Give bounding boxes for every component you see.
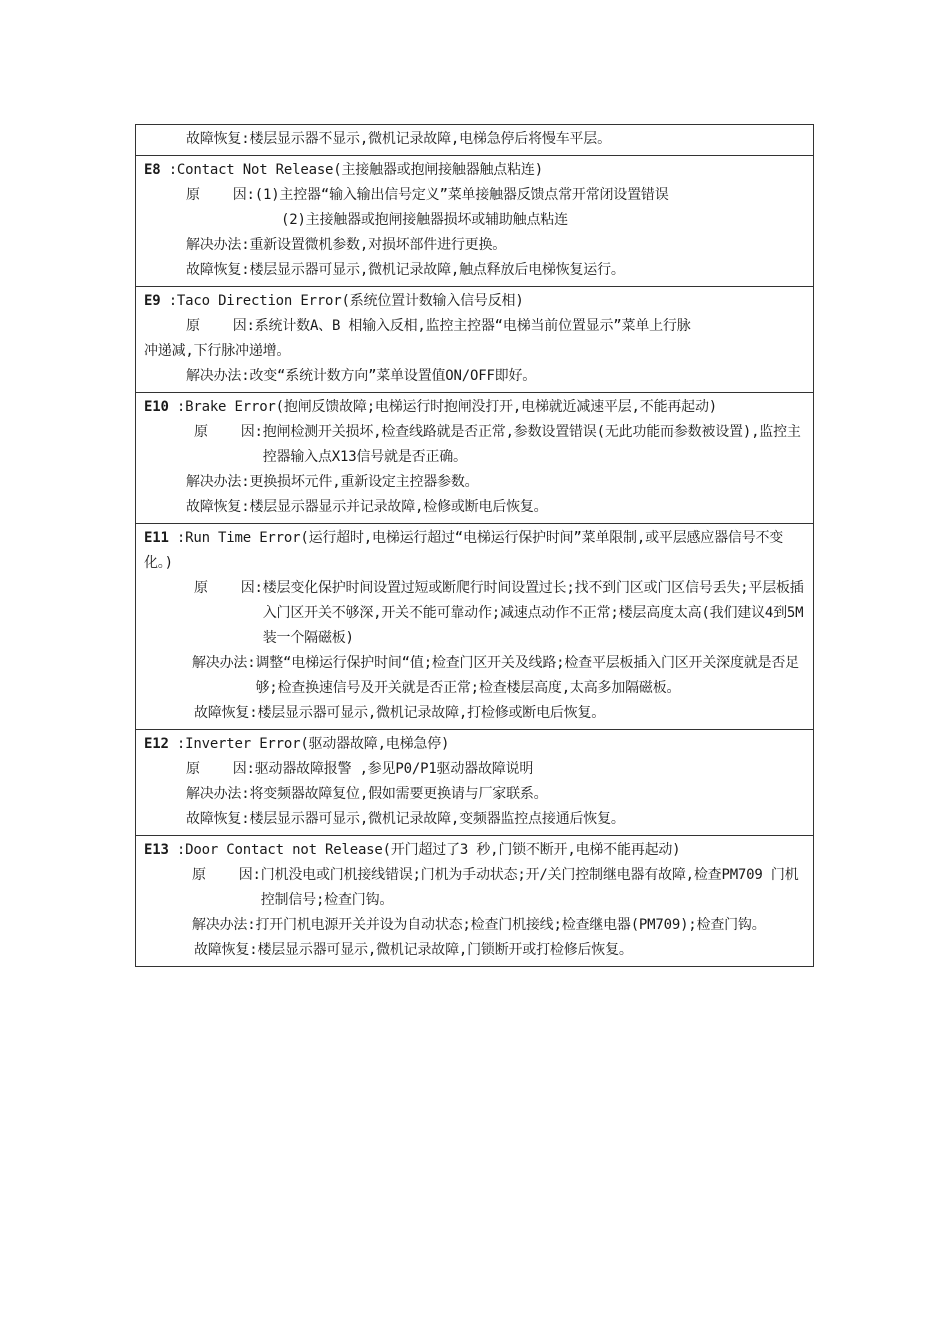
solution-text: 打开门机电源开关并设为自动状态;检查门机接线;检查继电器(PM709);检查门钩。	[255, 917, 766, 933]
cause-label: 原 因:	[192, 867, 261, 883]
solution-label: 解决办法:	[192, 655, 256, 671]
e12-recovery	[144, 807, 805, 832]
solution-text: 改变“系统计数方向”菜单设置值ON/OFF即好。	[249, 368, 537, 384]
recovery-line	[144, 127, 805, 152]
recovery-label: 故障恢复:	[194, 705, 258, 721]
solution-text: 调整“电梯运行保护时间“值;检查门区开关及线路;检查平层板插入门区开关深度就是否足够;检查换速信号及开关就是否正常;检查楼层高度,太高多加隔磁板。	[255, 655, 799, 696]
recovery-label: 故障恢复:	[186, 262, 250, 278]
recovery-text: 楼层显示器可显示,微机记录故障,打检修或断电后恢复。	[257, 705, 606, 721]
e8-cause-2	[144, 208, 805, 233]
fault-table	[135, 124, 814, 967]
e11-header	[144, 526, 805, 576]
e13-recovery	[144, 938, 805, 963]
e12-cause	[144, 757, 805, 782]
recovery-text: 楼层显示器可显示,微机记录故障,触点释放后电梯恢复运行。	[249, 262, 625, 278]
e9-solution	[144, 364, 805, 389]
cause-label: 原 因:	[194, 424, 263, 440]
cause-text: 驱动器故障报警 ,参见P0/P1驱动器故障说明	[254, 761, 534, 777]
section-e8	[136, 156, 813, 287]
recovery-text: 楼层显示器可显示,微机记录故障,变频器监控点接通后恢复。	[249, 811, 625, 827]
recovery-label: 故障恢复:	[186, 499, 250, 515]
e9-cause-cont	[144, 339, 805, 364]
error-code: E12	[144, 736, 169, 752]
e12-header	[144, 732, 805, 757]
e8-recovery	[144, 258, 805, 283]
cause-text-2: (2)主接触器或抱闸接触器损坏或辅助触点粘连	[281, 212, 568, 228]
cause-label: 原 因:	[194, 580, 263, 596]
solution-label: 解决办法:	[186, 786, 250, 802]
section-e13	[136, 836, 813, 967]
e10-cause	[144, 420, 805, 470]
e10-recovery	[144, 495, 805, 520]
solution-text: 将变频器故障复位,假如需要更换请与厂家联系。	[249, 786, 548, 802]
e11-cause	[144, 576, 805, 651]
error-code: E11	[144, 530, 169, 546]
cause-text: 抱闸检测开关损坏,检查线路就是否正常,参数设置错误(无此功能而参数被设置),监控主控器输入点X13信号就是否正确。	[262, 424, 801, 465]
error-code: E10	[144, 399, 169, 415]
solution-label: 解决办法:	[192, 917, 256, 933]
error-title: :Run Time Error(运行超时,电梯运行超过“电梯运行保护时间”菜单限制,或平层感应器信号不变化。)	[144, 530, 784, 571]
recovery-text: 楼层显示器可显示,微机记录故障,门锁断开或打检修后恢复。	[257, 942, 633, 958]
section-e11	[136, 524, 813, 730]
e9-header	[144, 289, 805, 314]
e10-solution	[144, 470, 805, 495]
error-title: :Inverter Error(驱动器故障,电梯急停)	[168, 736, 450, 752]
e13-solution	[144, 913, 805, 938]
e13-header	[144, 838, 805, 863]
cause-text: 系统计数A、B 相输入反相,监控主控器“电梯当前位置显示”菜单上行脉	[254, 318, 691, 334]
cause-label: 原 因:	[186, 318, 255, 334]
recovery-text: 楼层显示器不显示,微机记录故障,电梯急停后将慢车平层。	[249, 131, 611, 147]
recovery-text: 楼层显示器显示并记录故障,检修或断电后恢复。	[249, 499, 548, 515]
section-e12	[136, 730, 813, 836]
error-title: :Brake Error(抱闸反馈故障;电梯运行时抱闸没打开,电梯就近减速平层,不能再起动)	[168, 399, 718, 415]
e10-header	[144, 395, 805, 420]
recovery-label: 故障恢复:	[186, 811, 250, 827]
error-title: :Door Contact not Release(开门超过了3 秒,门锁不断开,电梯不能再起动)	[168, 842, 681, 858]
e9-cause	[144, 314, 805, 339]
e11-recovery	[144, 701, 805, 726]
section-e9	[136, 287, 813, 393]
e8-cause	[144, 183, 805, 208]
cause-label: 原 因:	[186, 761, 255, 777]
solution-label: 解决办法:	[186, 474, 250, 490]
solution-text: 更换损坏元件,重新设定主控器参数。	[249, 474, 479, 490]
error-code: E8	[144, 162, 161, 178]
solution-label: 解决办法:	[186, 237, 250, 253]
recovery-label: 故障恢复:	[186, 131, 250, 147]
cause-label: 原 因:	[186, 187, 255, 203]
e13-cause	[144, 863, 805, 913]
cause-text: 楼层变化保护时间设置过短或断爬行时间设置过长;找不到门区或门区信号丢失;平层板插入门区开关不够深,开关不能可靠动作;减速点动作不正常;楼层高度太高(我们建议4到5M装一个隔磁板)	[262, 580, 804, 646]
solution-text: 重新设置微机参数,对损坏部件进行更换。	[249, 237, 507, 253]
e8-header	[144, 158, 805, 183]
e11-solution	[144, 651, 805, 701]
cause-text-cont: 冲递减,下行脉冲递增。	[144, 343, 291, 359]
error-code: E9	[144, 293, 161, 309]
error-title: :Taco Direction Error(系统位置计数输入信号反相)	[160, 293, 524, 309]
cause-text: 门机没电或门机接线错误;门机为手动状态;开/关门控制继电器有故障,检查PM709 门机控制信号;检查门钩。	[260, 867, 799, 908]
cause-text: (1)主控器“输入输出信号定义”菜单接触器反馈点常开常闭设置错误	[254, 187, 669, 203]
recovery-label: 故障恢复:	[194, 942, 258, 958]
e12-solution	[144, 782, 805, 807]
section-e10	[136, 393, 813, 524]
error-code: E13	[144, 842, 169, 858]
section-continued	[136, 125, 813, 156]
solution-label: 解决办法:	[186, 368, 250, 384]
e8-solution	[144, 233, 805, 258]
error-title: :Contact Not Release(主接触器或抱闸接触器触点粘连)	[160, 162, 543, 178]
